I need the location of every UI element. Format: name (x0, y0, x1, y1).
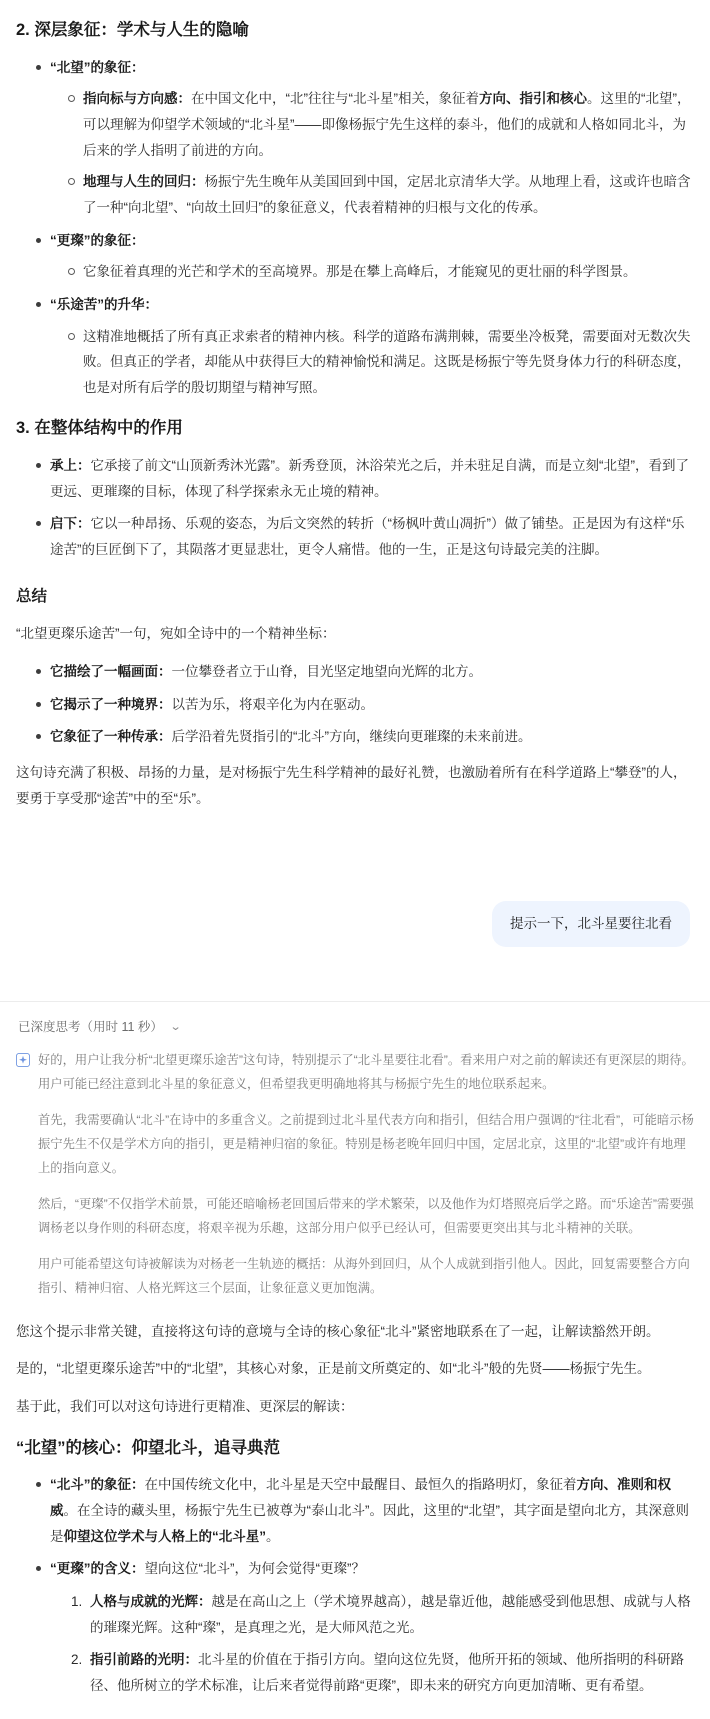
thinking-paragraph: 用户可能希望这句诗被解读为对杨老一生轨迹的概括：从海外到回归，从个人成就到指引他人。因此，回复需要整合方向指引、精神归宿、人格光辉这三个层面，让象征意义更加饱满。 (38, 1256, 690, 1295)
text: 杨振宁先生晚年从美国回到中国，定居北京清华大学。从地理上看，这或许也暗含了一种“向北望”、“向故土回归”的象征意义，代表着精神的归根与文化的传承。 (83, 174, 691, 215)
text: 它承接了前文“山顶新秀沐光露”。新秀登顶，沐浴荣光之后，并未驻足自满，而是立刻“北望”，看到了更远、更璀璨的目标，体现了科学探索永无止境的精神。 (50, 458, 689, 499)
text: 。 (266, 1528, 280, 1544)
sparkle-think-icon (16, 1053, 30, 1067)
text: 在中国传统文化中，北斗星是天空中最醒目、最恒久的指路明灯，象征着 (144, 1477, 577, 1493)
text-bold: 仰望这位学术与人格上的“北斗星” (63, 1528, 266, 1544)
list-item (36, 55, 694, 221)
thinking-paragraph: 首先，我需要确认“北斗”在诗中的多重含义。之前提到过北斗星代表方向和指引，但结合用户强调的“往北看”，可能暗示杨振宁先生不仅是学术方向的指引，更是精神归宿的象征。特别是杨老晚年回归中国，定居北京，这里的“北望”或许有地理上的指向意义。 (38, 1112, 694, 1175)
text-bold: 方向、准则和权威 (50, 1477, 671, 1519)
list-item (68, 169, 694, 220)
thinking-paragraph: 好的，用户让我分析“北望更璨乐途苦”这句诗，特别提示了“北斗星要往北看”。看来用户对之前的解读还有更深层的期待。用户可能已经注意到北斗星的象征意义，但希望我更明确地将其与杨振宁先生的地位联系起来。 (38, 1052, 694, 1091)
bullet-label: 人格与成就的光辉： (90, 1593, 212, 1609)
list-item (68, 324, 694, 401)
text: 望向这位“北斗”，为何会觉得“更璨”？ (144, 1561, 365, 1577)
chevron-down-icon[interactable]: ⌄ (169, 1021, 182, 1034)
list-item (86, 1589, 694, 1640)
nested-list (50, 86, 694, 220)
text: 一位攀登者立于山脊，目光坚定地望向光辉的北方。 (171, 664, 482, 680)
list-item (86, 1647, 694, 1698)
text: 。在全诗的藏头里，杨振宁先生已被尊为“泰山北斗”。因此，这里的“北望”，其字面是望向北方，其深意则是 (50, 1503, 689, 1544)
answer-core-heading: “北望”的核心：仰望北斗，追寻典范 (16, 1438, 280, 1457)
assistant-response (0, 1016, 710, 1719)
bullet-label: “北望”的象征： (50, 59, 145, 75)
bullet-label: 指向标与方向感： (83, 91, 191, 107)
list-item (68, 86, 694, 163)
numbered-list (50, 1589, 694, 1699)
list-item (36, 511, 694, 562)
section-3-list (16, 453, 694, 563)
list-item (36, 1556, 694, 1698)
list-item (36, 453, 694, 504)
nested-list (50, 259, 694, 285)
bullet-label: “北斗”的象征： (50, 1477, 145, 1493)
text: 在中国文化中，“北”往往与“北斗星”相关，象征着 (191, 91, 479, 107)
thinking-duration-label: 已深度思考（用时 11 秒） (18, 1019, 163, 1034)
text: 。这里的“北望”，可以理解为仰望学术领域的“北斗星”——即像杨振宁先生这样的泰斗，他们的成就和人格如同北斗，为后来的学人指明了前进的方向。 (83, 91, 691, 158)
thinking-paragraph: 然后，“更璨”不仅指学术前景，可能还暗喻杨老回国后带来的学术繁荣，以及他作为灯塔照亮后学之路。而“乐途苦”需要强调杨老以身作则的科研态度，将艰辛视为乐趣，这部分用户似乎已经认可，但需要更突出其与北斗精神的关联。 (38, 1196, 694, 1235)
text: 它以一种昂扬、乐观的姿态，为后文突然的转折（“杨枫叶黄山凋折”）做了铺垫。正是因为有这样“乐途苦”的巨匠倒下了，其陨落才更显悲壮，更令人痛惜。他的一生，正是这句诗最完美的注脚。 (50, 516, 685, 558)
summary-heading: 总结 (16, 587, 48, 605)
bullet-label: 它描绘了一幅画面： (50, 664, 172, 680)
bullet-label: “乐途苦”的升华： (50, 296, 158, 312)
bullet-label: 它象征了一种传承： (50, 729, 172, 745)
text: 以苦为乐，将艰辛化为内在驱动。 (171, 696, 374, 712)
thinking-content (16, 1049, 694, 1301)
text: 北斗星的价值在于指引方向。望向这位先贤，他所开拓的领域、他所指明的科研路径、他所树立的学术标准，让后来者觉得前路“更璨”，即未来的研究方向更加清晰、更有希望。 (90, 1652, 684, 1693)
text: 后学沿着先贤指引的“北斗”方向，继续向更璀璨的未来前进。 (171, 729, 532, 745)
text: 这精准地概括了所有真正求索者的精神内核。科学的道路布满荆棘，需要坐冷板凳，需要面对无数次失败。但真正的学者，却能从中获得巨大的精神愉悦和满足。这既是杨振宁等先贤身体力行的科研态度，也是对所有后学的殷切期望与精神写照。 (83, 328, 691, 395)
bullet-label: 它揭示了一种境界： (50, 696, 172, 712)
section-2-heading: 2. 深层象征：学术与人生的隐喻 (16, 21, 249, 39)
text: 越是在高山之上（学术境界越高），越是靠近他，越能感受到他思想、成就与人格的璀璨光辉。这种“璨”，是真理之光，是大师风范之光。 (90, 1593, 691, 1635)
list-item (36, 228, 694, 285)
bullet-label: 启下： (50, 516, 91, 532)
bullet-label: “更璨”的含义： (50, 1561, 145, 1577)
bullet-label: “更璨”的象征： (50, 232, 145, 248)
list-item (36, 292, 694, 401)
bullet-label: 指引前路的光明： (90, 1652, 198, 1668)
answer-lead-3: 基于此，我们可以对这句诗进行更精准、更深层的解读： (16, 1398, 354, 1414)
spacer (16, 823, 694, 867)
bullet-label: 地理与人生的回归： (83, 174, 205, 190)
answer-lead-1: 您这个提示非常关键，直接将这句诗的意境与全诗的核心象征“北斗”紧密地联系在了一起，让解读豁然开朗。 (16, 1323, 660, 1339)
summary-lead: “北望更璨乐途苦”一句，宛如全诗中的一个精神坐标： (16, 626, 336, 642)
answer-lead-2: 是的，“北望更璨乐途苦”中的“北望”，其核心对象，正是前文所奠定的、如“北斗”般的先贤——杨振宁先生。 (16, 1361, 651, 1377)
summary-close: 这句诗充满了积极、昂扬的力量，是对杨振宁先生科学精神的最好礼赞，也激励着所有在科学道路上“攀登”的人，要勇于享受那“途苦”中的至“乐”。 (16, 764, 687, 806)
divider (0, 1001, 710, 1002)
answer-core-list (16, 1472, 694, 1698)
section-2-list (16, 55, 694, 401)
thinking-paragraphs (38, 1049, 694, 1301)
text: 它象征着真理的光芒和学术的至高境界。那是在攀上高峰后，才能窥见的更壮丽的科学图景。 (83, 264, 637, 280)
list-item (36, 659, 694, 685)
list-item (36, 692, 694, 718)
nested-list (50, 324, 694, 401)
summary-list (16, 659, 694, 750)
list-item (68, 259, 694, 285)
user-message-row (16, 901, 694, 947)
user-message-bubble: 提示一下，北斗星要往北看 (492, 901, 690, 947)
text-bold: 方向、指引和核心 (478, 91, 587, 107)
thinking-toggle[interactable] (18, 1016, 694, 1039)
list-item (36, 724, 694, 750)
section-3-heading: 3. 在整体结构中的作用 (16, 419, 183, 438)
list-item (36, 1472, 694, 1549)
bullet-label: 承上： (50, 458, 91, 474)
